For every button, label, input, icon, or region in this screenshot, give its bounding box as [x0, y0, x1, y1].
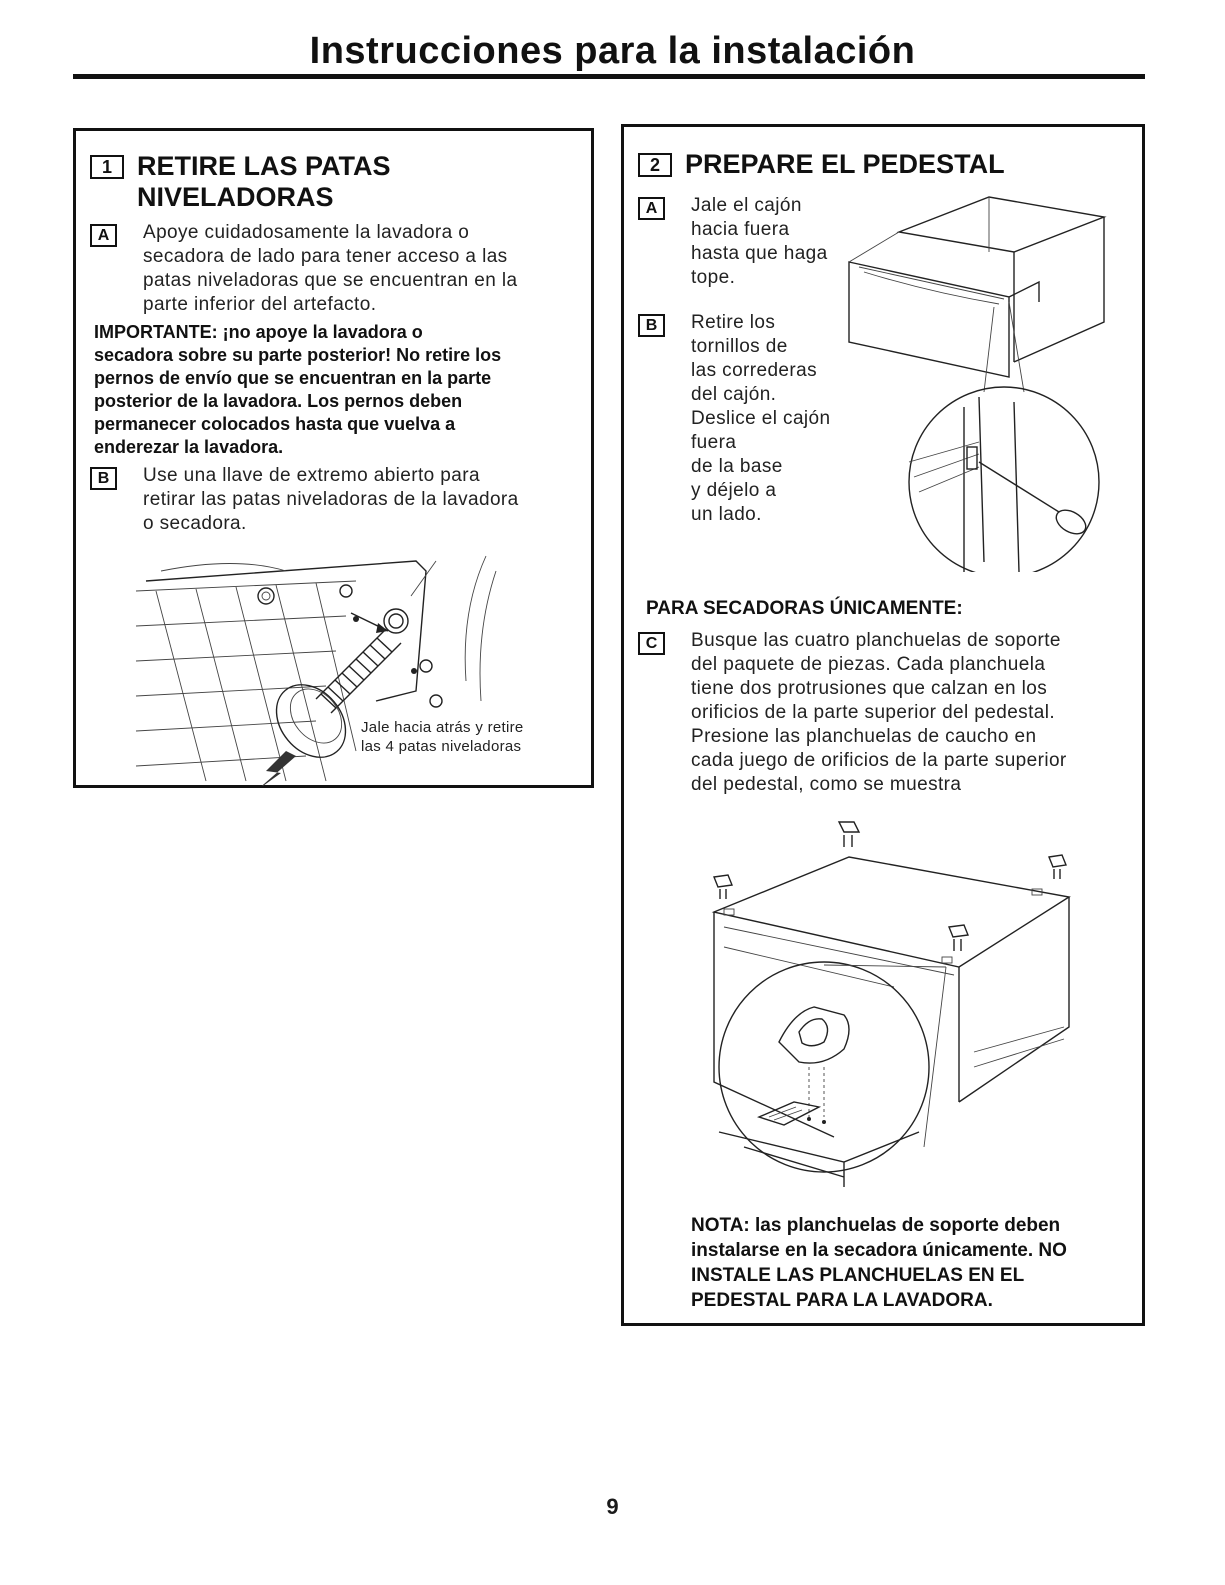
- leveling-legs-callout: [361, 718, 524, 756]
- text-line: Use una llave de extremo abierto para: [143, 465, 480, 486]
- title-rule: [73, 74, 1145, 79]
- text-line: y déjelo a: [691, 480, 777, 501]
- text-line: posterior de la lavadora. Los pernos deben: [94, 391, 463, 411]
- text-line: IMPORTANTE: ¡no apoye la lavadora o: [94, 322, 423, 342]
- section2-heading: [638, 149, 1005, 180]
- text-line: INSTALE LAS PLANCHUELAS EN EL: [691, 1265, 1025, 1286]
- text-line: Deslice el cajón: [691, 408, 831, 429]
- text-line: tope.: [691, 267, 736, 288]
- text-line: de la base: [691, 456, 783, 477]
- drawer-removal-illustration: [839, 192, 1114, 572]
- text-line: tornillos de: [691, 336, 788, 357]
- text-line: Retire los: [691, 312, 776, 333]
- text-line: patas niveladoras que se encuentran en la: [143, 270, 518, 291]
- text-line: Jale hacia atrás y retire: [361, 719, 524, 736]
- text-line: permanecer colocados hasta que vuelva a: [94, 414, 456, 434]
- text-line: NOTA: las planchuelas de soporte deben: [691, 1215, 1061, 1236]
- step-number-badge: 1: [90, 155, 124, 179]
- dryer-only-note: [691, 1213, 1136, 1313]
- step-letter-badge: B: [638, 314, 665, 337]
- text-line: o secadora.: [143, 513, 247, 534]
- text-line: cada juego de orificios de la parte superior: [691, 750, 1067, 771]
- text-line: instalarse en la secadora únicamente. NO: [691, 1240, 1067, 1261]
- text-line: hasta que haga: [691, 243, 828, 264]
- section1-heading: [90, 151, 391, 213]
- section-prepare-pedestal: [621, 124, 1145, 1326]
- text-line: del pedestal, como se muestra: [691, 774, 962, 795]
- step-letter-badge: A: [638, 197, 665, 220]
- dryers-only-heading: PARA SECADORAS ÚNICAMENTE:: [646, 598, 963, 619]
- text-line: un lado.: [691, 504, 762, 525]
- text-line: hacia fuera: [691, 219, 790, 240]
- step-letter-badge: C: [638, 632, 665, 655]
- text-line: Presione las planchuelas de caucho en: [691, 726, 1037, 747]
- text-line: del paquete de piezas. Cada planchuela: [691, 654, 1046, 675]
- text-line: parte inferior del artefacto.: [143, 294, 377, 315]
- support-pads-illustration: [684, 817, 1084, 1197]
- section1-heading-line2: NIVELADORAS: [137, 182, 334, 212]
- important-warning: [94, 321, 589, 459]
- text-line: orificios de la parte superior del pedestal.: [691, 702, 1056, 723]
- text-line: fuera: [691, 432, 737, 453]
- text-line: enderezar la lavadora.: [94, 437, 284, 457]
- section1-step-b-text: [143, 464, 583, 536]
- step-letter-badge: B: [90, 467, 117, 490]
- text-line: pernos de envío que se encuentran en la parte: [94, 368, 492, 388]
- section1-heading-line1: RETIRE LAS PATAS: [137, 151, 391, 181]
- text-line: secadora de lado para tener acceso a las: [143, 246, 508, 267]
- step-number-badge: 2: [638, 153, 672, 177]
- text-line: Busque las cuatro planchuelas de soporte: [691, 630, 1061, 651]
- text-line: PEDESTAL PARA LA LAVADORA.: [691, 1290, 993, 1311]
- page-title: Instrucciones para la instalación: [309, 30, 916, 72]
- text-line: Apoye cuidadosamente la lavadora o: [143, 222, 470, 243]
- text-line: secadora sobre su parte posterior! No retire los: [94, 345, 502, 365]
- section1-step-a-text: [143, 221, 583, 317]
- text-line: del cajón.: [691, 384, 777, 405]
- step-letter-badge: A: [90, 224, 117, 247]
- text-line: tiene dos protrusiones que calzan en los: [691, 678, 1048, 699]
- section-remove-leveling-legs: [73, 128, 594, 788]
- text-line: retirar las patas niveladoras de la lavadora: [143, 489, 519, 510]
- section2-heading-text: PREPARE EL PEDESTAL: [685, 149, 1005, 179]
- text-line: las correderas: [691, 360, 817, 381]
- section2-step-c-text: [691, 629, 1141, 797]
- page-number: 9: [606, 1494, 619, 1519]
- text-line: Jale el cajón: [691, 195, 802, 216]
- text-line: las 4 patas niveladoras: [361, 738, 522, 755]
